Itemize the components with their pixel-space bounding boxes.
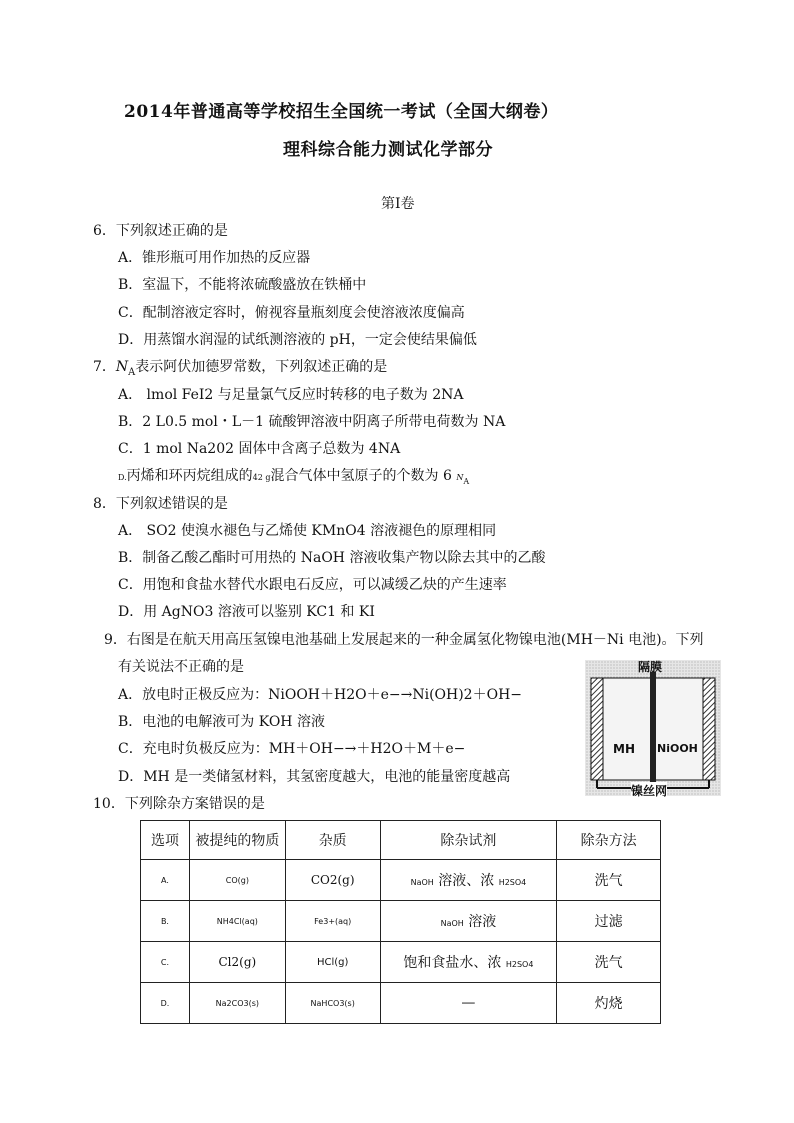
cell-reagent [380,860,557,901]
q7-stem [93,356,387,378]
cell-substance: Cl2(g) [189,942,285,983]
purification-table [140,820,661,1024]
table-row [141,942,661,983]
q8-option-a: A． SO2 使溴水褪色与乙烯使 KMnO4 溶液褪色的原理相同 [118,523,497,539]
q8-option-d: D．用 AgNO3 溶液可以鉴别 KC1 和 KI [118,604,375,620]
label-niooh: NiOOH [657,742,698,755]
cell-method: 灼烧 [557,983,661,1024]
cell-impurity: CO2(g) [285,860,380,901]
battery-diagram [583,658,723,798]
q7-number: 7． [93,359,116,375]
table-header-cell: 选项 [141,821,190,860]
label-nickel-mesh: 镍丝网 [631,784,668,798]
q6-stem: 6．下列叙述正确的是 [93,223,228,239]
table-row [141,901,661,942]
q7-option-d-mass: 42 g [252,473,271,482]
q9-option-c: C．充电时负极反应为：MH＋OH−→＋H2O＋M＋e− [118,741,466,757]
cell-option: C. [141,942,190,983]
cell-reagent [380,901,557,942]
q7-option-d-tail: 混合气体中氢原子的个数为 6 [270,468,452,484]
q7-option-d-na-sub: A [463,476,470,486]
q7-option-b: B．2 L0.5 mol・L－1 硫酸钾溶液中阴离子所带电荷数为 NA [118,414,506,430]
separator-membrane [650,672,656,782]
reagent-part3: H2SO4 [498,878,527,887]
q7-option-d-na: N [456,473,464,482]
q7-option-d [118,465,469,486]
q9-stem-line2: 有关说法不正确的是 [118,659,244,675]
table-header-cell: 被提纯的物质 [189,821,285,860]
q9-option-b: B．电池的电解液可为 KOH 溶液 [118,714,325,730]
reagent-part2: 饱和食盐水、浓 [403,955,506,971]
q7-option-d-label: D. [118,473,127,482]
q6-option-c: C．配制溶液定容时，俯视容量瓶刻度会使溶液浓度偏高 [118,305,465,321]
q8-option-b: B．制备乙酸乙酯时可用热的 NaOH 溶液收集产物以除去其中的乙酸 [118,550,546,566]
reagent-part1: NaOH [410,878,434,887]
q6-option-d: D．用蒸馏水润湿的试纸测溶液的 pH，一定会使结果偏低 [118,332,477,348]
q9-option-a: A．放电时正极反应为：NiOOH＋H2O＋e−→Ni(OH)2＋OH− [118,687,523,703]
page-subtitle: 理科综合能力测试化学部分 [283,140,493,160]
cell-reagent [380,983,557,1024]
table-header-row [141,821,661,860]
cell-reagent [380,942,557,983]
cell-substance: CO(g) [189,860,285,901]
cell-impurity: Fe3+(aq) [285,901,380,942]
cell-option: B. [141,901,190,942]
section-heading: 第Ⅰ卷 [381,196,415,212]
q9-option-d: D．MH 是一类储氢材料，其氢密度越大，电池的能量密度越高 [118,769,511,785]
q9-stem-line1: 9．右图是在航天用高压氢镍电池基础上发展起来的一种金属氢化物镍电池(MH－Ni 电池)。下列 [104,632,704,648]
q7-option-d-text: 丙烯和环丙烷组成的 [126,468,253,484]
table-row [141,983,661,1024]
battery-figure [583,658,723,798]
label-mh: MH [613,742,635,756]
reagent-part1: NaOH [440,919,464,928]
q8-stem: 8．下列叙述错误的是 [93,496,228,512]
table-row [141,860,661,901]
q10-stem: 10．下列除杂方案错误的是 [93,796,265,812]
cell-method: 过滤 [557,901,661,942]
table-header-cell: 杂质 [285,821,380,860]
reagent-part3: H2SO4 [505,960,534,969]
cell-substance: NH4Cl(aq) [189,901,285,942]
q7-option-a: A． lmol FeI2 与足量氯气反应时转移的电子数为 2NA [118,387,464,403]
reagent-part2: — [461,995,476,1011]
left-electrode [591,678,603,780]
table-header-cell: 除杂试剂 [380,821,557,860]
q6-option-b: B．室温下，不能将浓硫酸盛放在铁桶中 [118,277,367,293]
q7-stem-text: 表示阿伏加德罗常数，下列叙述正确的是 [135,359,388,375]
cell-method: 洗气 [557,942,661,983]
reagent-part2: 溶液、浓 [433,873,499,889]
table-header-cell: 除杂方法 [557,821,661,860]
page-title: 2014年普通高等学校招生全国统一考试（全国大纲卷） [124,102,559,122]
cell-method: 洗气 [557,860,661,901]
q8-option-c: C．用饱和食盐水替代水跟电石反应，可以减缓乙炔的产生速率 [118,577,507,593]
cell-option: A. [141,860,190,901]
cell-impurity: NaHCO3(s) [285,983,380,1024]
reagent-part2: 溶液 [463,914,497,930]
q6-option-a: A．锥形瓶可用作加热的反应器 [118,250,311,266]
q7-option-c: C．1 mol Na202 固体中含离子总数为 4NA [118,441,401,457]
q7-na-symbol: N [115,359,129,375]
cell-impurity: HCl(g) [285,942,380,983]
q7-na-subscript: A [128,366,136,378]
cell-substance: Na2CO3(s) [189,983,285,1024]
cell-option: D. [141,983,190,1024]
right-electrode [703,678,715,780]
label-separator: 隔膜 [638,660,663,674]
